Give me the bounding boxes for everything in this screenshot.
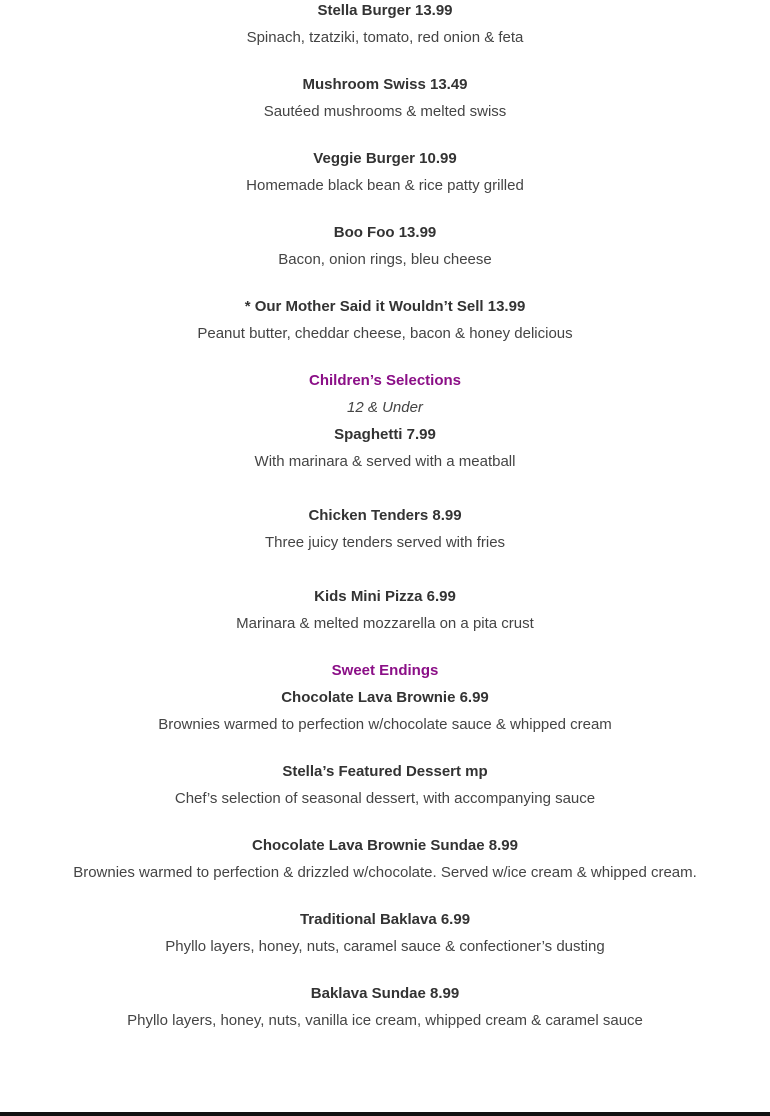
menu-item-description: Homemade black bean & rice patty grilled <box>246 177 524 194</box>
menu-item-description: Three juicy tenders served with fries <box>264 534 506 551</box>
menu-item-name: Chocolate Lava Brownie Sundae 8.99 <box>252 837 518 854</box>
menu-item-name: Baklava Sundae 8.99 <box>310 985 460 1002</box>
menu-item-name: Chocolate Lava Brownie 6.99 <box>281 689 489 706</box>
menu-item-name: Mushroom Swiss 13.49 <box>302 76 468 93</box>
menu-item-description: Spinach, tzatziki, tomato, red onion & feta <box>246 29 524 46</box>
menu-item-description: Brownies warmed to perfection & drizzled w/chocolate. Served w/ice cream & whipped cream. <box>73 864 697 881</box>
menu-item-name: Traditional Baklava 6.99 <box>299 911 471 928</box>
menu-item-description: Phyllo layers, honey, nuts, vanilla ice cream, whipped cream & caramel sauce <box>127 1012 643 1029</box>
menu-item-name: Veggie Burger 10.99 <box>313 150 457 167</box>
menu-item-name: Stella’s Featured Dessert mp <box>282 763 488 780</box>
menu-item-name: Boo Foo 13.99 <box>333 224 437 241</box>
menu-item-description: With marinara & served with a meatball <box>254 453 516 470</box>
section-heading-children: Children’s Selections <box>309 372 461 389</box>
menu-item-name: Kids Mini Pizza 6.99 <box>314 588 456 605</box>
menu-item-name: * Our Mother Said it Wouldn’t Sell 13.99 <box>244 298 526 315</box>
menu-item-description: Bacon, onion rings, bleu cheese <box>278 251 492 268</box>
menu-item-description: Chef’s selection of seasonal dessert, with accompanying sauce <box>174 790 596 807</box>
section-heading-desserts: Sweet Endings <box>331 662 439 679</box>
menu-item-description: Sautéed mushrooms & melted swiss <box>263 103 507 120</box>
menu-item-name: Spaghetti 7.99 <box>334 426 436 443</box>
menu-item-description: Brownies warmed to perfection w/chocolate sauce & whipped cream <box>158 716 612 733</box>
section-note-age: 12 & Under <box>347 399 423 416</box>
menu-item-description: Peanut butter, cheddar cheese, bacon & honey delicious <box>197 325 573 342</box>
menu-item-name: Chicken Tenders 8.99 <box>308 507 462 524</box>
menu-item-description: Phyllo layers, honey, nuts, caramel sauce & confectioner’s dusting <box>165 938 605 955</box>
menu-item-description: Marinara & melted mozzarella on a pita crust <box>236 615 534 632</box>
menu-item-name: Stella Burger 13.99 <box>317 2 453 19</box>
footer-bar <box>0 1112 770 1116</box>
